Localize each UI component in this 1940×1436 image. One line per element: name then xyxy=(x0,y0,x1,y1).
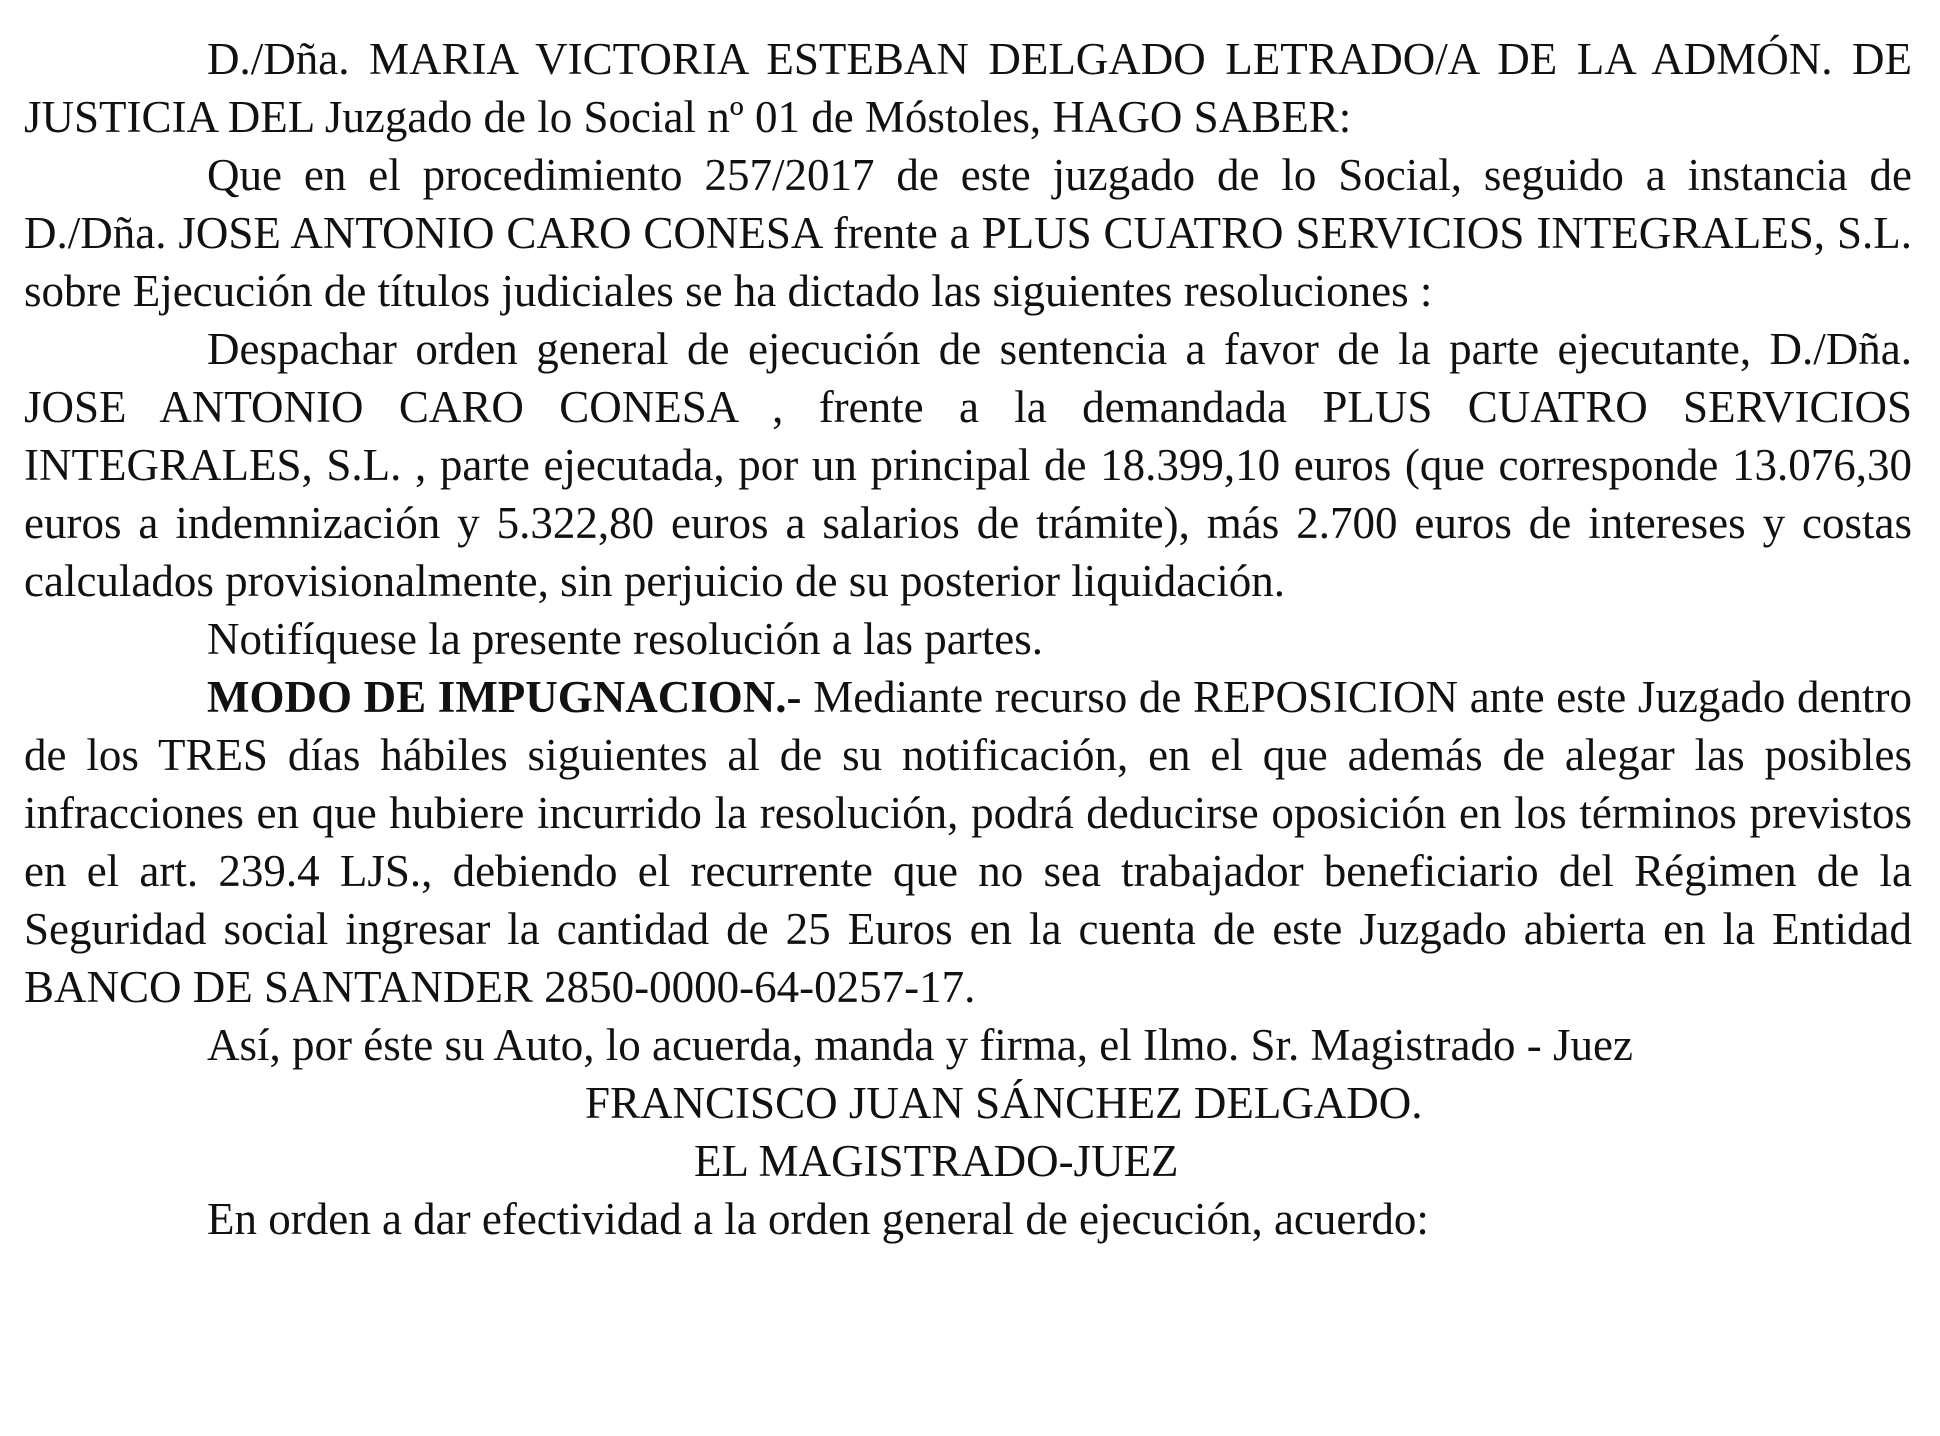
auto-paragraph: Así, por éste su Auto, lo acuerda, manda y firma, el Ilmo. Sr. Magistrado - Juez xyxy=(207,1020,1633,1070)
impugnation-paragraph xyxy=(24,668,1912,1016)
impugnation-heading: MODO DE IMPUGNACION.- xyxy=(207,672,802,722)
judge-title: EL MAGISTRADO-JUEZ xyxy=(694,1136,1179,1186)
document-page xyxy=(24,30,1912,1248)
impugnation-body: Mediante recurso de REPOSICION ante este Juzgado dentro de los TRES días hábiles siguientes al de su notificación, en el que además de alegar las posibles infracciones en que hubiere incurrido la resolución, podrá deducirse oposición en los términos previstos en el art. 239.4 LJS., debiendo el recurrente que no sea trabajador beneficiario del Régimen de la Seguridad social ingresar la cantidad de 25 Euros en la cuenta de este Juzgado abierta en la Entidad BANCO DE SANTANDER 2850-0000-64-0257-17. xyxy=(24,672,1913,1012)
judge-name: FRANCISCO JUAN SÁNCHEZ DELGADO. xyxy=(585,1078,1423,1128)
notify-paragraph: Notifíquese la presente resolución a las partes. xyxy=(207,614,1043,664)
closing-paragraph: En orden a dar efectividad a la orden general de ejecución, acuerdo: xyxy=(207,1194,1429,1244)
intro-paragraph: D./Dña. MARIA VICTORIA ESTEBAN DELGADO LETRADO/A DE LA ADMÓN. DE JUSTICIA DEL Juzgado de lo Social nº 01 de Móstoles, HAGO SABER: xyxy=(24,34,1912,142)
procedure-paragraph: Que en el procedimiento 257/2017 de este juzgado de lo Social, seguido a instancia de D./Dña. JOSE ANTONIO CARO CONESA frente a PLUS CUATRO SERVICIOS INTEGRALES, S.L. sobre Ejecución de títulos judiciales se ha dictado las siguientes resoluciones : xyxy=(24,150,1912,316)
order-paragraph: Despachar orden general de ejecución de sentencia a favor de la parte ejecutante, D./Dña. JOSE ANTONIO CARO CONESA , frente a la demandada PLUS CUATRO SERVICIOS INTEGRALES, S.L. , parte ejecutada, por un principal de 18.399,10 euros (que corresponde 13.076,30 euros a indemnización y 5.322,80 euros a salarios de trámite), más 2.700 euros de intereses y costas calculados provisionalmente, sin perjuicio de su posterior liquidación. xyxy=(24,324,1912,606)
